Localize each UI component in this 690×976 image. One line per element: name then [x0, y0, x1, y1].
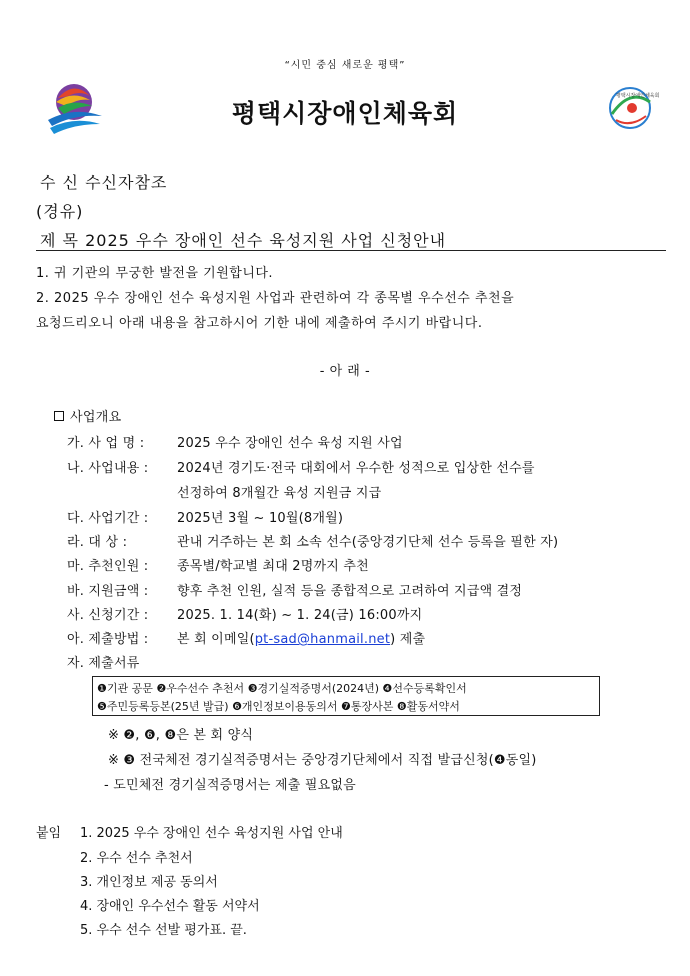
item-value: 관내 거주하는 본 회 소속 선수(중앙경기단체 선수 등록을 필한 자): [177, 535, 559, 550]
attachments-label: 붙임: [36, 826, 62, 841]
emblem-text: 평택시장애인체육회: [616, 93, 660, 99]
item-row: [67, 531, 558, 550]
item-key: 나. 사업내용 :: [67, 461, 149, 476]
subject-line: 제 목 2025 우수 장애인 선수 육성지원 사업 신청안내: [40, 231, 447, 250]
item-row: [67, 604, 422, 623]
item-value: 선정하여 8개월간 육성 지원금 지급: [177, 486, 382, 501]
item-row: [67, 507, 343, 526]
attachment-item: 1. 2025 우수 장애인 선수 육성지원 사업 안내: [80, 826, 343, 841]
header-divider: [36, 250, 666, 251]
attachment-item: 4. 장애인 우수선수 활동 서약서: [80, 899, 260, 914]
paragraph-2-line-1: 2. 2025 우수 장애인 선수 육성지원 사업과 관련하여 각 종목별 우수선수 추천을: [36, 291, 515, 306]
item-key: 다. 사업기간 :: [67, 511, 149, 526]
item-value: 향후 추천 인원, 실적 등을 종합적으로 고려하여 지급액 결정: [177, 584, 523, 599]
section-heading: [54, 406, 121, 425]
item-row: [67, 580, 522, 599]
item-row: [67, 555, 369, 574]
sports-council-emblem: [606, 84, 660, 132]
item-row: [67, 432, 403, 451]
note-line: ※ ❷, ❻, ❽은 본 회 양식: [108, 728, 254, 743]
note-line: - 도민체전 경기실적증명서는 제출 필요없음: [104, 778, 356, 793]
attachment-item: 2. 우수 선수 추천서: [80, 851, 193, 866]
submission-row: [67, 628, 425, 647]
item-value: 2024년 경기도·전국 대회에서 우수한 성적으로 입상한 선수를: [177, 461, 535, 476]
item-row: [67, 457, 535, 476]
attachment-item: 3. 개인정보 제공 동의서: [80, 875, 218, 890]
documents-row-1: ❶기관 공문 ❷우수선수 추천서 ❸경기실적증명서(2024년) ❹선수등록확인서: [97, 682, 467, 695]
item-value: 종목별/학교별 최대 2명까지 추천: [177, 559, 369, 574]
item-key: 아. 제출방법 :: [67, 632, 149, 647]
item-value: 2025. 1. 14(화) ~ 1. 24(금) 16:00까지: [177, 608, 423, 623]
documents-box: [92, 676, 600, 716]
item-key: 라. 대 상 :: [67, 535, 128, 550]
documents-heading: 자. 제출서류: [67, 656, 140, 671]
paragraph-2-line-2: 요청드리오니 아래 내용을 참고하시어 기한 내에 제출하여 주시기 바랍니다.: [36, 316, 483, 331]
recipient-line: 수 신 수신자참조: [40, 173, 168, 192]
email-link[interactable]: pt-sad@hanmail.net: [254, 632, 391, 647]
checkbox-square-icon: [54, 411, 64, 421]
section-title: 사업개요: [70, 410, 122, 425]
item-value: 2025 우수 장애인 선수 육성 지원 사업: [177, 436, 403, 451]
item-key: 사. 신청기간 :: [67, 608, 149, 623]
notice-divider-text: - 아 래 -: [319, 364, 371, 379]
paragraph-1: 1. 귀 기관의 무궁한 발전을 기원합니다.: [36, 266, 274, 281]
item-value: 2025년 3월 ~ 10월(8개월): [177, 511, 344, 526]
via-line: (경유): [36, 202, 84, 221]
item-key: 바. 지원금액 :: [67, 584, 149, 599]
item-key: 가. 사 업 명 :: [67, 436, 145, 451]
item-row: [67, 482, 381, 501]
slogan: “시민 중심 새로운 평택”: [284, 60, 406, 71]
organization-title: 평택시장애인체육회: [231, 99, 459, 128]
item-key: 마. 추천인원 :: [67, 559, 149, 574]
documents-row-2: ❺주민등록등본(25년 발급) ❻개인정보이용동의서 ❼통장사본 ❽활동서약서: [97, 700, 460, 713]
submission-suffix: ) 제출: [390, 632, 426, 647]
note-line: ※ ❸ 전국체전 경기실적증명서는 중앙경기단체에서 직접 발급신청(❹동일): [108, 753, 537, 768]
submission-prefix: 본 회 이메일(: [177, 632, 255, 647]
attachment-item: 5. 우수 선수 선발 평가표. 끝.: [80, 923, 247, 938]
